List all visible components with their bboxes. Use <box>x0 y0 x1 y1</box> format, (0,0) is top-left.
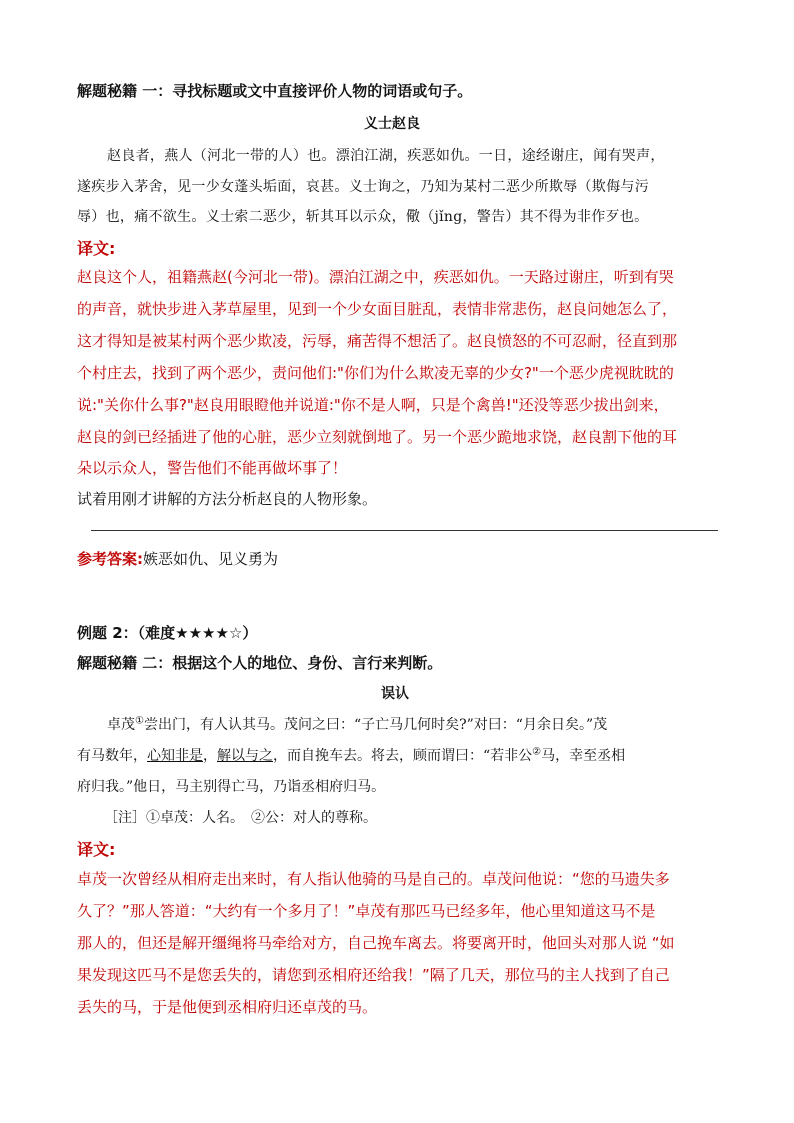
section1-heading: 解题秘籍 一：寻找标题或文中直接评价人物的词语或句子。 <box>77 82 473 100</box>
section2-original-line-3: 府归我。”他日，马主别得亡马，乃诣丞相府归马。 <box>77 779 386 795</box>
answer-label: 参考答案: <box>77 550 143 568</box>
example-2-heading: 例题 2：（难度★★★★☆） <box>77 624 258 642</box>
section1-task: 试着用刚才讲解的方法分析赵良的人物形象。 <box>77 490 378 508</box>
section1-translation-line-7: 朵以示众人，警告他们不能再做坏事了！ <box>77 459 348 477</box>
section1-original-line-2: 遂疾步入茅舍，见一少女蓬头垢面，哀甚。义士询之，乃知为某村二恶少所欺辱（欺侮与污 <box>77 179 649 195</box>
note-marker-1: ① <box>135 715 144 727</box>
note-marker-2: ② <box>532 746 542 758</box>
section1-translation-line-2: 的声音，就快步进入茅草屋里，见到一个少女面目脏乱，表情非常悲伤，赵良问她怎么了， <box>77 300 678 318</box>
section1-translation-line-6: 赵良的剑已经插进了他的心脏，恶少立刻就倒地了。另一个恶少跪地求饶，赵良割下他的耳 <box>77 428 678 446</box>
section2-translation-line-4: 果发现这匹马不是您丢失的，请您到丞相府还给我！”隔了几天，那位马的主人找到了自己 <box>77 966 670 984</box>
section2-notes: ［注］①卓茂：人名。 ②公：对人的尊称。 <box>104 810 377 826</box>
section1-translation-line-1: 赵良这个人，祖籍燕赵(今河北一带)。漂泊江湖之中，疾恶如仇。一天路过谢庄，听到有哭 <box>77 268 674 286</box>
section2-translation-line-2: 久了？”那人答道：“大约有一个多月了！”卓茂有那匹马已经多年，他心里知道这马不是 <box>77 902 656 920</box>
section2-title: 误认 <box>381 686 409 702</box>
answer-line <box>77 552 278 567</box>
section1-original-line-1: 赵良者，燕人（河北一带的人）也。漂泊江湖，疾恶如仇。一日，途经谢庄，闻有哭声， <box>107 148 665 164</box>
section2-original-line-2: 有马数年，心知非是，解以与之，而自挽车去。将去，顾而谓曰：“若非公②马，幸至丞相 <box>77 746 626 764</box>
section2-translation-label: 译文: <box>77 840 116 859</box>
underlined-phrase-2: 解以与之 <box>217 748 273 764</box>
section2-translation-line-5: 丢失的马，于是他便到丞相府归还卓茂的马。 <box>77 998 378 1016</box>
section1-translation-label: 译文: <box>77 239 116 258</box>
section1-original-line-3: 辱）也，痛不欲生。义士索二恶少，斩其耳以示众，儆（jǐng，警告）其不得为非作歹也。 <box>77 209 649 225</box>
divider-line <box>91 530 718 531</box>
section2-translation-line-3: 那人的，但还是解开缰绳将马牵给对方，自己挽车离去。将要离开时，他回头对那人说 “如 <box>77 934 675 952</box>
section2-heading: 解题秘籍 二：根据这个人的地位、身份、言行来判断。 <box>77 654 443 672</box>
section2-translation-line-1: 卓茂一次曾经从相府走出来时，有人指认他骑的马是自己的。卓茂问他说：“您的马遗失多 <box>77 870 670 888</box>
section1-translation-line-3: 这才得知是被某村两个恶少欺凌，污辱，痛苦得不想活了。赵良愤怒的不可忍耐，径直到那 <box>77 332 678 350</box>
answer-text: 嫉恶如仇、见义勇为 <box>143 550 279 568</box>
section1-title: 义士赵良 <box>364 116 420 132</box>
section1-translation-line-5: 说:"关你什么事?"赵良用眼瞪他并说道:"你不是人啊，只是个禽兽!"还没等恶少拔出剑来， <box>77 396 669 414</box>
underlined-phrase-1: 心知非是 <box>147 748 203 764</box>
section2-original-line-1: 卓茂①尝出门，有人认其马。茂问之曰：“子亡马几何时矣?”对曰：“月余日矣。”茂 <box>107 715 608 733</box>
section1-translation-line-4: 个村庄去，找到了两个恶少，责问他们:"你们为什么欺凌无辜的少女?"一个恶少虎视眈眈的 <box>77 364 674 382</box>
